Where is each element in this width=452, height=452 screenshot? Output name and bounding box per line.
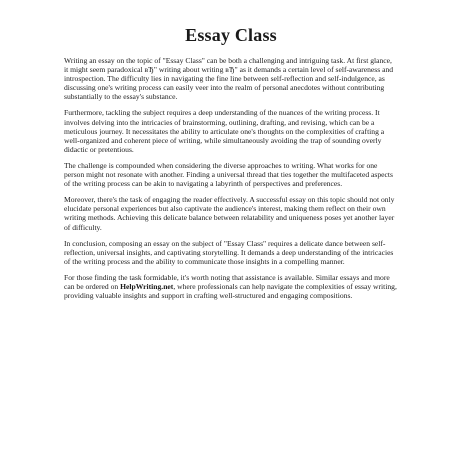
paragraph-process: Furthermore, tackling the subject requires a deep understanding of the nuances of the writing process. It involves delving into the intricacies of brainstorming, outlining, drafting, and revising, which can be a meticulous journey. It necessitates the ability to articulate one's thoughts on the complexities of crafting a well-organized and coherent piece of writing, while simultaneously avoiding the trap of sounding overly didactic or pretentious. xyxy=(64,108,385,154)
document-page xyxy=(64,24,398,307)
paragraph-conclusion: In conclusion, composing an essay on the subject of "Essay Class" requires a delicate dance between self-reflection, universal insights, and captivating storytelling. It demands a deep understanding of the intricacies of the writing process and the ability to communicate those insights in a compelling manner. xyxy=(64,238,394,266)
paragraph-intro: Writing an essay on the topic of "Essay Class" can be both a challenging and intriguing task. At first glance, it might seem paradoxical вЂ" writing about writing вЂ" as it demands a certain level of self-awareness and introspection. The difficulty lies in navigating the fine line between self-reflection and self-indulgence, as discussing one's writing process can easily veer into the realm of personal anecdotes without contributing substantially to the essay's substance. xyxy=(64,56,394,102)
paragraph-engagement: Moreover, there's the task of engaging the reader effectively. A successful essay on this topic should not only elucidate personal experiences but also captivate the audience's interest, making them reflect on their own writing methods. Achieving this delicate balance between relatability and uniqueness poses yet another layer of difficulty. xyxy=(64,195,395,232)
assistance-text-before: For those finding the task formidable, it's worth noting that assistance is available. Similar essays and more can be ordered on xyxy=(64,272,390,291)
assistance-text-after: , where professionals can help navigate the complexities of essay writing, providing valuable insights and support in crafting well-structured and engaging compositions. xyxy=(64,281,397,301)
site-name: HelpWriting.net xyxy=(120,281,174,291)
paragraph-assistance xyxy=(64,273,398,300)
paragraph-approaches: The challenge is compounded when considering the diverse approaches to writing. What works for one person might not resonate with another. Finding a universal thread that ties together the multifaceted aspects of the writing process can be akin to navigating a labyrinth of perspectives and preferences. xyxy=(64,160,393,189)
page-title: Essay Class xyxy=(185,25,277,45)
